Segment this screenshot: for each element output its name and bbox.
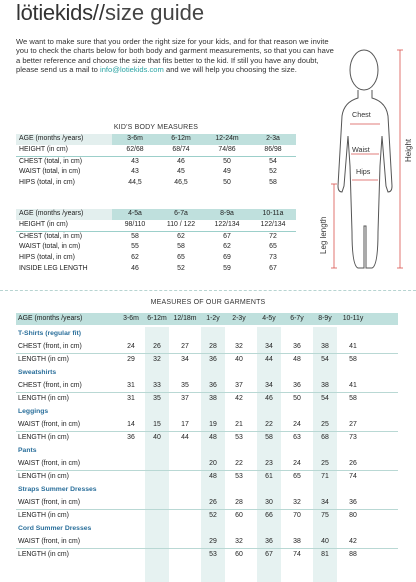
row-label: LENGTH (in cm) bbox=[18, 433, 69, 441]
measure-cell: 48 bbox=[293, 355, 301, 363]
measure-cell: 46,5 bbox=[174, 179, 188, 187]
measure-cell: 88 bbox=[349, 550, 357, 558]
measure-cell: 40 bbox=[235, 355, 243, 363]
measure-cell: 36 bbox=[209, 382, 217, 389]
table-row bbox=[16, 458, 398, 470]
measure-cell: 65 bbox=[177, 254, 185, 262]
measure-cell: 36 bbox=[127, 433, 135, 441]
age-header-cell: 3-6m bbox=[123, 315, 139, 322]
age-column-header: AGE (months /years) bbox=[18, 315, 83, 322]
age-header-cell: 12-24m bbox=[204, 134, 250, 145]
measure-cell: 20 bbox=[209, 460, 217, 467]
row-label: HEIGHT (in cm) bbox=[16, 145, 112, 156]
waist-label: Waist bbox=[352, 145, 370, 154]
measure-cell: 41 bbox=[349, 382, 357, 389]
measure-cell: 42 bbox=[349, 538, 357, 545]
row-label: LENGTH (in cm) bbox=[18, 550, 69, 558]
measure-cell: 38 bbox=[321, 343, 329, 350]
measure-cell: 24 bbox=[293, 460, 301, 467]
measure-cell: 81 bbox=[321, 550, 329, 558]
measure-cell: 62 bbox=[223, 243, 231, 251]
row-label: HIPS (total, in cm) bbox=[19, 179, 75, 187]
measure-cell: 66 bbox=[265, 511, 273, 519]
row-label: WAIST (front, in cm) bbox=[18, 460, 81, 467]
table-row bbox=[16, 549, 398, 561]
measure-cell: 70 bbox=[293, 511, 301, 519]
page-title bbox=[16, 0, 204, 26]
measure-cell: 25 bbox=[321, 421, 329, 428]
measure-cell: 34 bbox=[265, 382, 273, 389]
measure-cell: 27 bbox=[181, 343, 189, 350]
measure-cell: 53 bbox=[235, 472, 243, 480]
measure-cell: 38 bbox=[293, 538, 301, 545]
measure-cell: 50 bbox=[223, 179, 231, 187]
measure-cell: 44,5 bbox=[128, 179, 142, 187]
measure-cell: 48 bbox=[209, 472, 217, 480]
measure-cell: 48 bbox=[209, 433, 217, 441]
title-subtitle: size guide bbox=[105, 0, 205, 25]
age-header-cell: 10-11a bbox=[250, 209, 296, 220]
hips-label: Hips bbox=[356, 167, 371, 176]
measure-cell: 50 bbox=[223, 157, 231, 165]
measure-cell: 52 bbox=[209, 511, 217, 519]
garment-category-title: Leggings bbox=[18, 408, 49, 415]
measure-cell: 75 bbox=[321, 511, 329, 519]
measure-cell: 29 bbox=[127, 355, 135, 363]
measure-cell: 38 bbox=[321, 382, 329, 389]
measure-cell: 62 bbox=[131, 254, 139, 262]
measure-cell: 65 bbox=[269, 243, 277, 251]
garment-category-title: Straps Summer Dresses bbox=[18, 486, 97, 493]
measure-cell: 54 bbox=[269, 157, 277, 165]
measure-cell: 62/68 bbox=[112, 145, 158, 156]
age-header-cell: 4-5a bbox=[112, 209, 158, 220]
row-label: WAIST (total, in cm) bbox=[19, 243, 81, 251]
measure-cell: 46 bbox=[265, 394, 273, 402]
measure-cell: 28 bbox=[235, 499, 243, 506]
measure-cell: 36 bbox=[349, 499, 357, 506]
measure-cell: 67 bbox=[265, 550, 273, 558]
measure-cell: 54 bbox=[321, 394, 329, 402]
measure-cell: 49 bbox=[223, 168, 231, 176]
garments-title: MEASURES OF OUR GARMENTS bbox=[150, 299, 266, 306]
garment-category-title: Sweatshirts bbox=[18, 369, 57, 376]
body-measures-table-1 bbox=[16, 134, 296, 189]
measure-cell: 58 bbox=[269, 179, 277, 187]
measure-cell: 34 bbox=[265, 343, 273, 350]
measure-cell: 52 bbox=[177, 264, 185, 272]
measure-cell: 72 bbox=[269, 232, 277, 240]
measure-cell: 61 bbox=[265, 472, 273, 480]
measure-cell: 73 bbox=[269, 254, 277, 262]
measure-cell: 42 bbox=[235, 394, 243, 402]
measure-cell: 35 bbox=[153, 394, 161, 402]
age-header-cell: 1-2y bbox=[206, 315, 220, 322]
garment-category-title: Pants bbox=[18, 447, 37, 454]
intro-text-end: and we will help you choosing the size. bbox=[163, 65, 297, 75]
measure-cell: 24 bbox=[293, 421, 301, 428]
measure-cell: 53 bbox=[235, 433, 243, 441]
measure-cell: 74/86 bbox=[204, 145, 250, 156]
measure-cell: 52 bbox=[269, 168, 277, 176]
measure-cell: 38 bbox=[209, 394, 217, 402]
measure-cell: 34 bbox=[181, 355, 189, 363]
table-row bbox=[16, 536, 398, 548]
table-row bbox=[16, 178, 296, 189]
measure-cell: 19 bbox=[209, 421, 217, 428]
measure-cell: 21 bbox=[235, 421, 243, 428]
table-row bbox=[16, 220, 296, 231]
measure-cell: 17 bbox=[181, 421, 189, 428]
measure-cell: 67 bbox=[269, 264, 277, 272]
leg-length-label: Leg length bbox=[319, 216, 328, 254]
intro-paragraph bbox=[16, 37, 334, 75]
table-row bbox=[16, 264, 296, 275]
measure-cell: 46 bbox=[131, 264, 139, 272]
row-label: CHEST (total, in cm) bbox=[19, 232, 83, 240]
measure-cell: 24 bbox=[127, 343, 135, 350]
measure-cell: 32 bbox=[293, 499, 301, 506]
row-label: INSIDE LEG LENGTH bbox=[19, 264, 88, 272]
age-header-cell: 3-6m bbox=[112, 134, 158, 145]
measure-cell: 40 bbox=[321, 538, 329, 545]
measure-cell: 27 bbox=[349, 421, 357, 428]
measure-cell: 29 bbox=[209, 538, 217, 545]
row-label: HEIGHT (in cm) bbox=[16, 220, 112, 231]
measure-cell: 50 bbox=[293, 394, 301, 402]
table-row bbox=[16, 510, 398, 522]
title-divider: // bbox=[92, 0, 106, 25]
row-label: CHEST (total, in cm) bbox=[19, 157, 83, 165]
measure-cell: 68 bbox=[321, 433, 329, 441]
measure-cell: 28 bbox=[209, 343, 217, 350]
measure-cell: 46 bbox=[177, 157, 185, 165]
measure-cell: 26 bbox=[209, 499, 217, 506]
table2-header-row bbox=[16, 209, 296, 220]
table-row bbox=[16, 341, 398, 353]
brand-logo: lötiekids bbox=[16, 0, 93, 25]
measure-cell: 58 bbox=[349, 355, 357, 363]
measure-cell: 26 bbox=[153, 343, 161, 350]
measure-cell: 68/74 bbox=[158, 145, 204, 156]
measure-cell: 58 bbox=[265, 433, 273, 441]
measure-cell: 62 bbox=[177, 232, 185, 240]
measure-cell: 65 bbox=[293, 472, 301, 480]
measure-cell: 37 bbox=[181, 394, 189, 402]
measure-cell: 31 bbox=[127, 394, 135, 402]
measure-cell: 32 bbox=[235, 538, 243, 545]
row-label: CHEST (front, in cm) bbox=[18, 382, 82, 389]
age-header-cell: 12/18m bbox=[173, 315, 197, 322]
row-label: LENGTH (in cm) bbox=[18, 511, 69, 519]
body-measures-title: KID'S BODY MEASURES bbox=[113, 124, 199, 131]
measure-cell: 33 bbox=[153, 382, 161, 389]
measure-cell: 63 bbox=[293, 433, 301, 441]
intro-text: We want to make sure that you order the right size for your kids, and for that reason we invite you to check the charts below for both body and garment measurements, so that you can have a better reference and choose the size that fits better to the kid. If still you have any doubt, please send us a mail to bbox=[16, 37, 334, 75]
measure-cell: 35 bbox=[181, 382, 189, 389]
measure-cell: 60 bbox=[235, 550, 243, 558]
email-link[interactable]: info@lotiekids.com bbox=[100, 65, 164, 75]
measure-cell: 30 bbox=[265, 499, 273, 506]
age-header-cell: 8-9a bbox=[204, 209, 250, 220]
measure-cell: 26 bbox=[349, 460, 357, 467]
measure-cell: 80 bbox=[349, 511, 357, 519]
table-row bbox=[16, 497, 398, 509]
table-row bbox=[16, 167, 296, 178]
measure-cell: 40 bbox=[153, 433, 161, 441]
age-header-cell: 2-3y bbox=[232, 315, 246, 322]
measure-cell: 122/134 bbox=[250, 220, 296, 231]
measure-cell: 98/110 bbox=[112, 220, 158, 231]
row-label: CHEST (front, in cm) bbox=[18, 343, 82, 350]
table-row bbox=[16, 471, 398, 483]
measure-cell: 122/134 bbox=[204, 220, 250, 231]
measure-cell: 14 bbox=[127, 421, 135, 428]
measure-cell: 22 bbox=[235, 460, 243, 467]
row-label: WAIST (front, in cm) bbox=[18, 499, 81, 506]
measure-cell: 25 bbox=[321, 460, 329, 467]
child-body-figure bbox=[319, 36, 416, 276]
measure-cell: 44 bbox=[265, 355, 273, 363]
measure-cell: 23 bbox=[265, 460, 273, 467]
measure-cell: 73 bbox=[349, 433, 357, 441]
table-row bbox=[16, 253, 296, 264]
measure-cell: 37 bbox=[235, 382, 243, 389]
measure-cell: 58 bbox=[349, 394, 357, 402]
age-header-cell: 6-7y bbox=[290, 315, 304, 322]
chest-label: Chest bbox=[352, 110, 371, 119]
measure-cell: 86/98 bbox=[250, 145, 296, 156]
table-row bbox=[16, 156, 296, 167]
age-header-cell: 2-3a bbox=[250, 134, 296, 145]
measure-cell: 36 bbox=[209, 355, 217, 363]
row-label: LENGTH (in cm) bbox=[18, 472, 69, 480]
measure-cell: 69 bbox=[223, 254, 231, 262]
measure-cell: 53 bbox=[209, 550, 217, 558]
section-divider bbox=[0, 290, 416, 291]
age-header-cell: 6-12m bbox=[147, 315, 167, 322]
measure-cell: 54 bbox=[321, 355, 329, 363]
measure-cell: 32 bbox=[235, 343, 243, 350]
age-header-cell: 8-9y bbox=[318, 315, 332, 322]
measure-cell: 34 bbox=[321, 499, 329, 506]
age-column-header: AGE (months /years) bbox=[16, 134, 112, 145]
table-row bbox=[16, 432, 398, 444]
row-label: LENGTH (in cm) bbox=[18, 394, 69, 402]
row-label: WAIST (front, in cm) bbox=[18, 538, 81, 545]
row-label: WAIST (front, in cm) bbox=[18, 421, 81, 428]
measure-cell: 36 bbox=[265, 538, 273, 545]
table-row bbox=[16, 231, 296, 242]
measure-cell: 71 bbox=[321, 472, 329, 480]
measure-cell: 36 bbox=[293, 343, 301, 350]
measure-cell: 110 / 122 bbox=[158, 220, 204, 231]
measure-cell: 60 bbox=[235, 511, 243, 519]
measure-cell: 31 bbox=[127, 382, 135, 389]
age-header-cell: 10-11y bbox=[342, 315, 364, 322]
measure-cell: 43 bbox=[131, 157, 139, 165]
measure-cell: 55 bbox=[131, 243, 139, 251]
measure-cell: 67 bbox=[223, 232, 231, 240]
age-column-header: AGE (months /years) bbox=[16, 209, 112, 220]
table-row bbox=[16, 380, 398, 392]
measure-cell: 15 bbox=[153, 421, 161, 428]
table-row bbox=[16, 419, 398, 431]
measure-cell: 36 bbox=[293, 382, 301, 389]
measure-cell: 43 bbox=[131, 168, 139, 176]
measure-cell: 22 bbox=[265, 421, 273, 428]
measure-cell: 74 bbox=[293, 550, 301, 558]
garment-category-title: Cord Summer Dresses bbox=[18, 525, 92, 532]
height-label: Height bbox=[404, 138, 413, 162]
table-row bbox=[16, 242, 296, 253]
measure-cell: 74 bbox=[349, 472, 357, 480]
measure-cell: 58 bbox=[177, 243, 185, 251]
body-measures-table-2 bbox=[16, 209, 296, 275]
measure-cell: 41 bbox=[349, 343, 357, 350]
table-row bbox=[16, 145, 296, 156]
age-header-cell: 4-5y bbox=[262, 315, 276, 322]
measure-cell: 58 bbox=[131, 232, 139, 240]
table1-header-row bbox=[16, 134, 296, 145]
measure-cell: 45 bbox=[177, 168, 185, 176]
measure-cell: 59 bbox=[223, 264, 231, 272]
age-header-cell: 6-7a bbox=[158, 209, 204, 220]
row-label: WAIST (total, in cm) bbox=[19, 168, 81, 176]
row-label: HIPS (total, in cm) bbox=[19, 254, 75, 262]
table-row bbox=[16, 354, 398, 366]
row-label: LENGTH (in cm) bbox=[18, 355, 69, 363]
measure-cell: 44 bbox=[181, 433, 189, 441]
table-row bbox=[16, 393, 398, 405]
garment-category-title: T-Shirts (regular fit) bbox=[18, 330, 82, 337]
measure-cell: 32 bbox=[153, 355, 161, 363]
age-header-cell: 6-12m bbox=[158, 134, 204, 145]
